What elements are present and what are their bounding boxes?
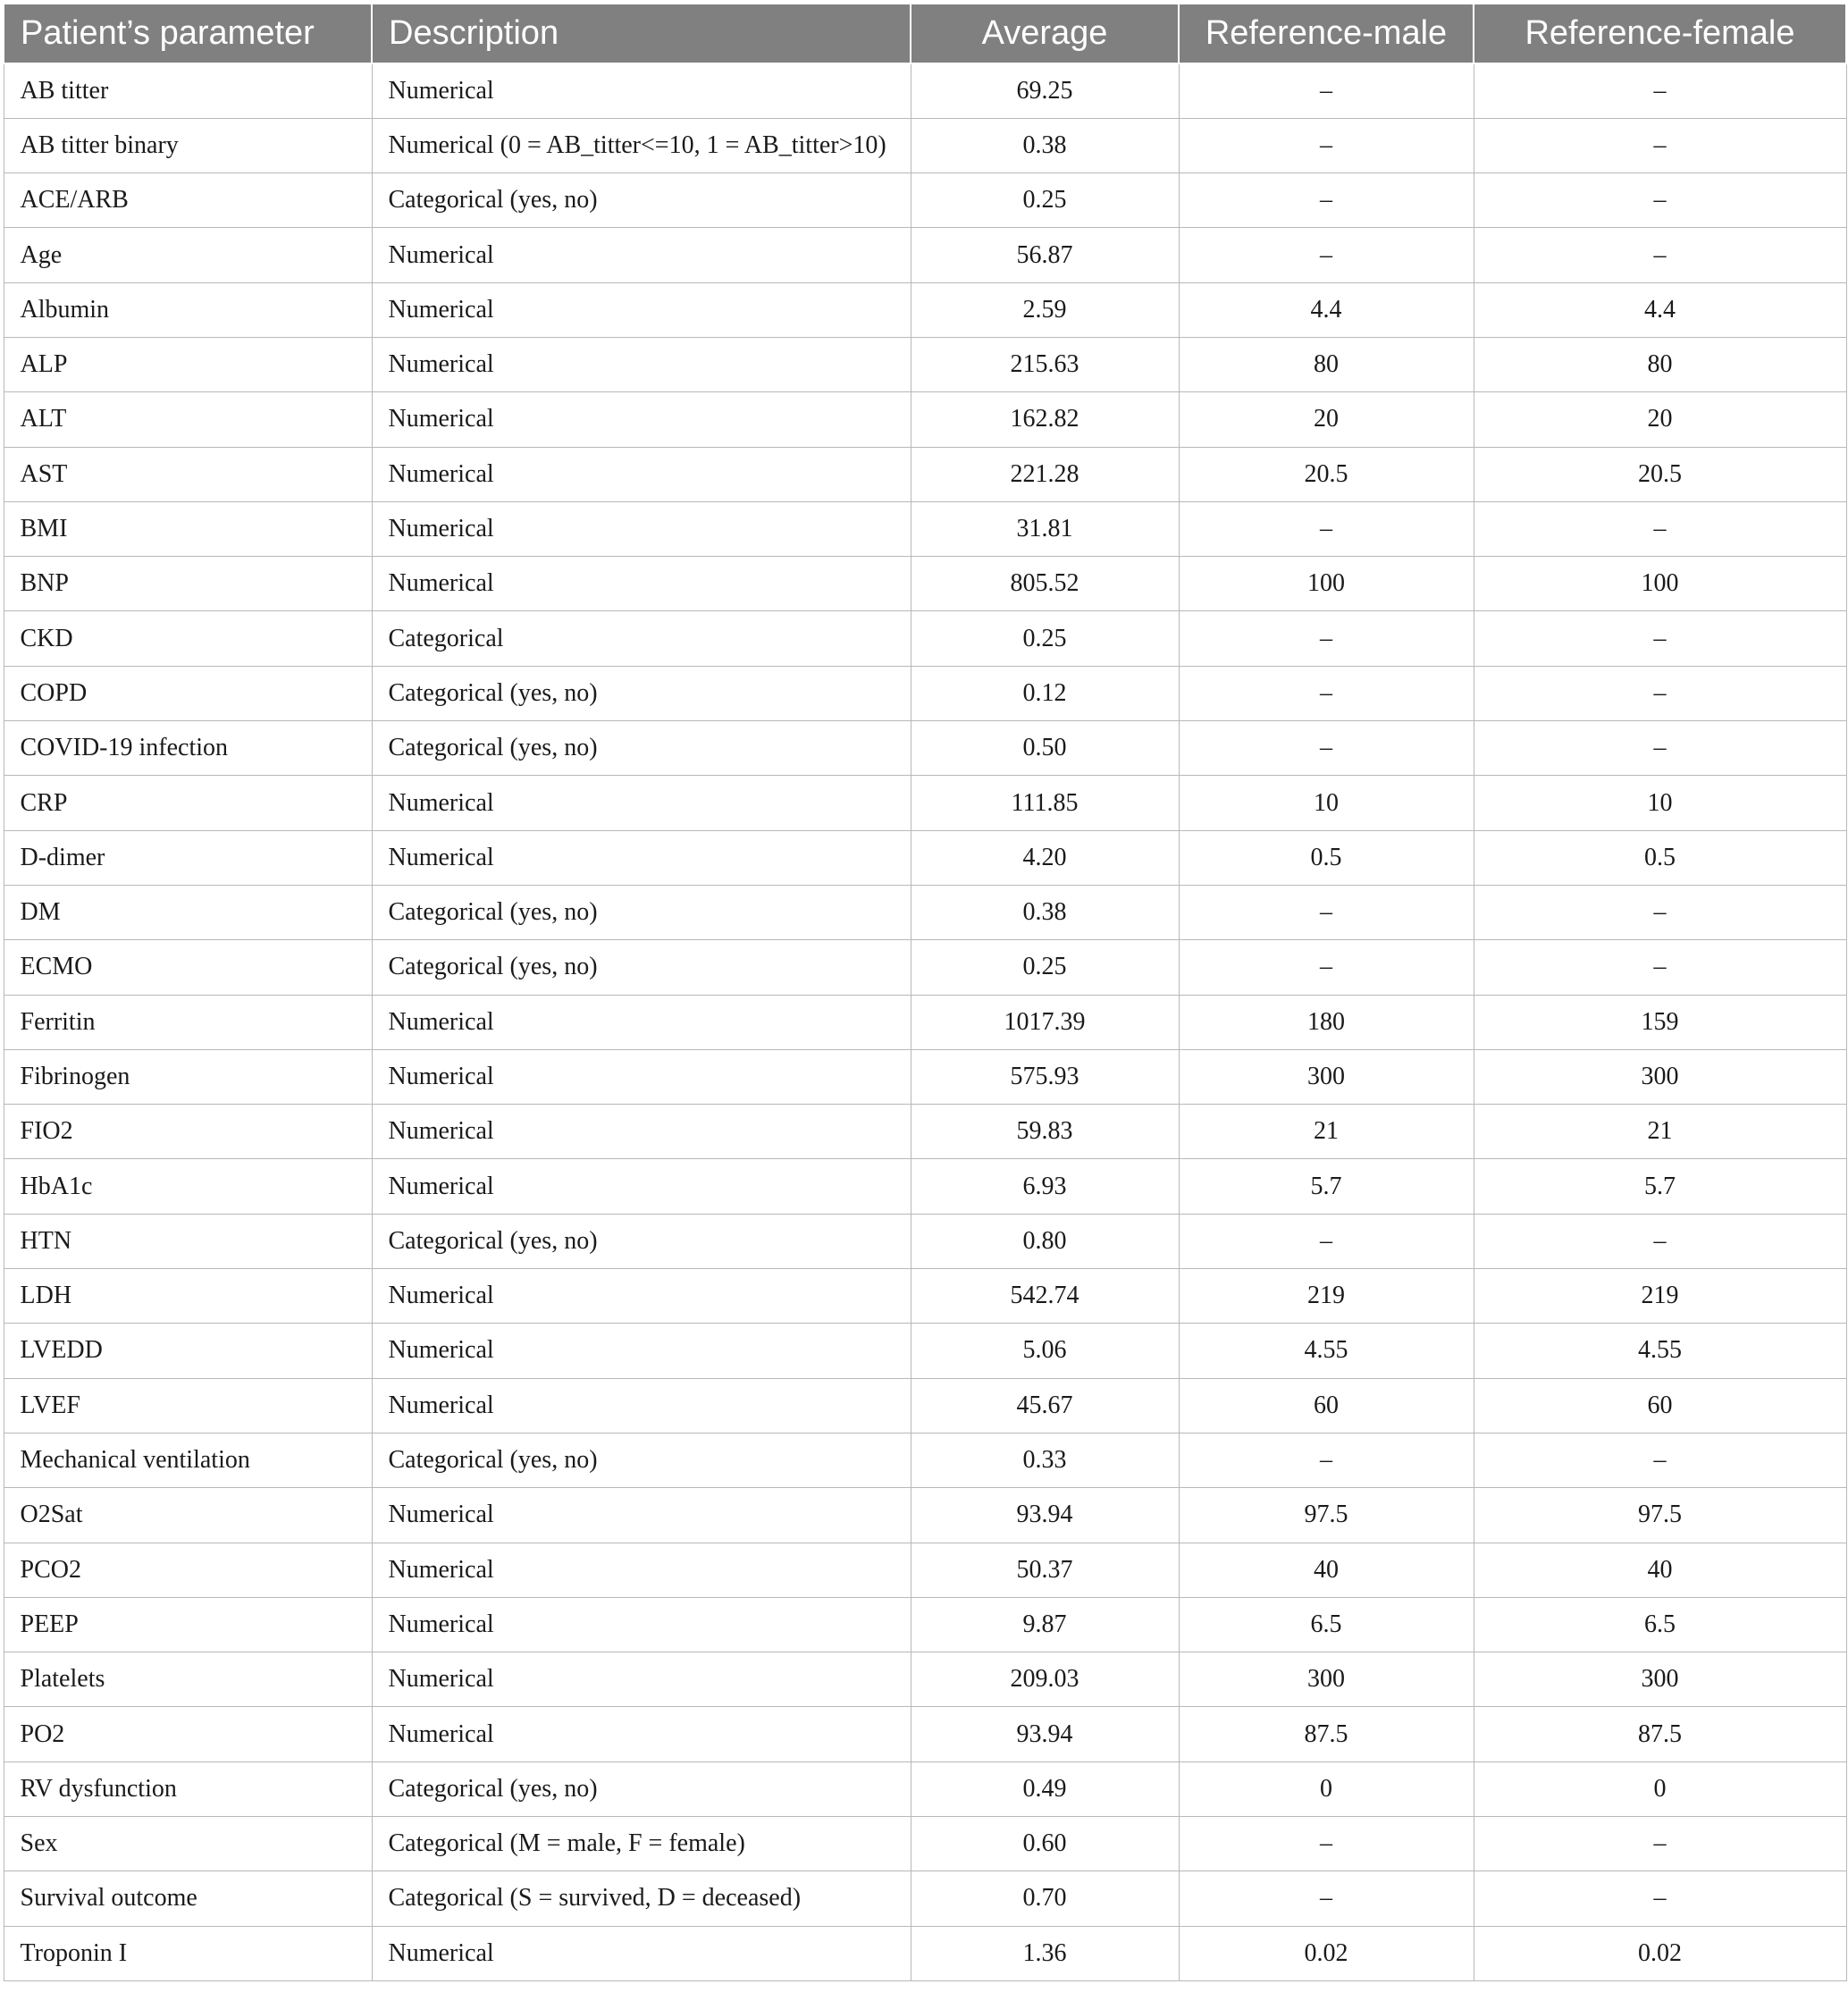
table-header — [4, 4, 1846, 63]
cell-reference-male: 10 — [1179, 776, 1474, 830]
cell-reference-female: – — [1474, 940, 1846, 995]
cell-reference-male: – — [1179, 666, 1474, 720]
cell-description: Numerical — [372, 1652, 911, 1707]
cell-average: 0.12 — [911, 666, 1179, 720]
cell-reference-female: 97.5 — [1474, 1488, 1846, 1543]
cell-average: 0.50 — [911, 721, 1179, 776]
cell-reference-female: 80 — [1474, 337, 1846, 391]
table-row — [4, 940, 1846, 995]
table-row — [4, 1433, 1846, 1487]
cell-reference-female: – — [1474, 1433, 1846, 1487]
table-row — [4, 1159, 1846, 1214]
cell-parameter: HTN — [4, 1214, 372, 1268]
table-row — [4, 118, 1846, 172]
cell-description: Categorical (yes, no) — [372, 885, 911, 939]
table-row — [4, 885, 1846, 939]
cell-average: 209.03 — [911, 1652, 1179, 1707]
cell-description: Categorical (S = survived, D = deceased) — [372, 1871, 911, 1926]
table-row — [4, 228, 1846, 282]
cell-parameter: LVEDD — [4, 1324, 372, 1378]
cell-average: 575.93 — [911, 1049, 1179, 1104]
cell-description: Numerical — [372, 337, 911, 391]
cell-average: 4.20 — [911, 830, 1179, 885]
header-parameter: Patient’s parameter — [4, 4, 372, 63]
cell-reference-male: – — [1179, 173, 1474, 228]
cell-reference-female: 0 — [1474, 1761, 1846, 1816]
cell-reference-male: – — [1179, 885, 1474, 939]
cell-reference-male: 40 — [1179, 1543, 1474, 1597]
cell-parameter: LVEF — [4, 1378, 372, 1433]
cell-description: Categorical (yes, no) — [372, 940, 911, 995]
cell-parameter: ACE/ARB — [4, 173, 372, 228]
cell-description: Numerical — [372, 447, 911, 501]
cell-parameter: Albumin — [4, 282, 372, 337]
cell-parameter: BNP — [4, 557, 372, 611]
cell-description: Numerical — [372, 228, 911, 282]
table-row — [4, 1817, 1846, 1871]
cell-parameter: PCO2 — [4, 1543, 372, 1597]
cell-reference-male: 60 — [1179, 1378, 1474, 1433]
table-row — [4, 1324, 1846, 1378]
cell-reference-male: – — [1179, 1871, 1474, 1926]
cell-reference-female: 5.7 — [1474, 1159, 1846, 1214]
cell-reference-female: 60 — [1474, 1378, 1846, 1433]
cell-parameter: Mechanical ventilation — [4, 1433, 372, 1487]
cell-reference-female: – — [1474, 228, 1846, 282]
cell-reference-female: 10 — [1474, 776, 1846, 830]
cell-reference-female: – — [1474, 63, 1846, 118]
cell-description: Numerical — [372, 830, 911, 885]
cell-reference-female: 0.02 — [1474, 1926, 1846, 1980]
cell-average: 0.60 — [911, 1817, 1179, 1871]
cell-reference-female: 0.5 — [1474, 830, 1846, 885]
cell-reference-female: 159 — [1474, 995, 1846, 1049]
cell-reference-female: 87.5 — [1474, 1707, 1846, 1761]
cell-reference-male: – — [1179, 63, 1474, 118]
cell-parameter: ECMO — [4, 940, 372, 995]
cell-average: 221.28 — [911, 447, 1179, 501]
cell-reference-male: 0 — [1179, 1761, 1474, 1816]
table-row — [4, 1652, 1846, 1707]
table-row — [4, 1543, 1846, 1597]
table-row — [4, 1378, 1846, 1433]
cell-reference-male: 21 — [1179, 1105, 1474, 1159]
cell-average: 0.70 — [911, 1871, 1179, 1926]
cell-description: Categorical (yes, no) — [372, 1433, 911, 1487]
cell-parameter: LDH — [4, 1269, 372, 1324]
cell-parameter: Platelets — [4, 1652, 372, 1707]
cell-reference-male: 20 — [1179, 392, 1474, 447]
cell-parameter: FIO2 — [4, 1105, 372, 1159]
cell-description: Numerical — [372, 1159, 911, 1214]
cell-description: Numerical — [372, 1378, 911, 1433]
cell-description: Numerical — [372, 1324, 911, 1378]
cell-average: 93.94 — [911, 1488, 1179, 1543]
cell-parameter: RV dysfunction — [4, 1761, 372, 1816]
cell-reference-female: – — [1474, 666, 1846, 720]
header-reference-male: Reference-male — [1179, 4, 1474, 63]
parameter-table — [3, 3, 1847, 1981]
cell-reference-female: – — [1474, 721, 1846, 776]
cell-reference-female: – — [1474, 173, 1846, 228]
table-row — [4, 721, 1846, 776]
cell-parameter: Fibrinogen — [4, 1049, 372, 1104]
table-row — [4, 63, 1846, 118]
cell-reference-male: – — [1179, 1214, 1474, 1268]
cell-reference-male: – — [1179, 1817, 1474, 1871]
cell-reference-male: – — [1179, 940, 1474, 995]
cell-reference-female: 40 — [1474, 1543, 1846, 1597]
cell-average: 0.25 — [911, 940, 1179, 995]
cell-reference-female: – — [1474, 885, 1846, 939]
cell-reference-female: 4.55 — [1474, 1324, 1846, 1378]
table-row — [4, 1926, 1846, 1980]
cell-reference-female: 300 — [1474, 1652, 1846, 1707]
cell-average: 59.83 — [911, 1105, 1179, 1159]
cell-description: Numerical — [372, 392, 911, 447]
cell-parameter: Survival outcome — [4, 1871, 372, 1926]
cell-description: Numerical — [372, 1488, 911, 1543]
cell-parameter: PO2 — [4, 1707, 372, 1761]
cell-reference-male: 6.5 — [1179, 1597, 1474, 1652]
cell-parameter: O2Sat — [4, 1488, 372, 1543]
table-row — [4, 1707, 1846, 1761]
table-row — [4, 1761, 1846, 1816]
cell-average: 0.33 — [911, 1433, 1179, 1487]
cell-reference-male: 4.4 — [1179, 282, 1474, 337]
cell-description: Categorical (yes, no) — [372, 1214, 911, 1268]
cell-reference-female: 100 — [1474, 557, 1846, 611]
cell-reference-male: 80 — [1179, 337, 1474, 391]
cell-reference-male: – — [1179, 1433, 1474, 1487]
cell-reference-male: – — [1179, 611, 1474, 666]
cell-description: Numerical — [372, 1049, 911, 1104]
cell-average: 50.37 — [911, 1543, 1179, 1597]
cell-average: 162.82 — [911, 392, 1179, 447]
cell-description: Categorical (yes, no) — [372, 173, 911, 228]
cell-parameter: D-dimer — [4, 830, 372, 885]
cell-average: 45.67 — [911, 1378, 1179, 1433]
table-row — [4, 611, 1846, 666]
cell-reference-male: 180 — [1179, 995, 1474, 1049]
table-row — [4, 557, 1846, 611]
cell-average: 111.85 — [911, 776, 1179, 830]
cell-description: Categorical (yes, no) — [372, 721, 911, 776]
cell-reference-male: 300 — [1179, 1049, 1474, 1104]
cell-average: 1017.39 — [911, 995, 1179, 1049]
cell-reference-female: 4.4 — [1474, 282, 1846, 337]
table-row — [4, 1488, 1846, 1543]
cell-reference-male: – — [1179, 501, 1474, 556]
cell-parameter: DM — [4, 885, 372, 939]
cell-parameter: Sex — [4, 1817, 372, 1871]
header-row — [4, 4, 1846, 63]
cell-reference-male: 87.5 — [1179, 1707, 1474, 1761]
cell-reference-female: – — [1474, 1871, 1846, 1926]
table-row — [4, 1871, 1846, 1926]
table-row — [4, 337, 1846, 391]
table-body — [4, 63, 1846, 1980]
table-row — [4, 1049, 1846, 1104]
cell-parameter: HbA1c — [4, 1159, 372, 1214]
cell-reference-female: 219 — [1474, 1269, 1846, 1324]
cell-reference-male: 4.55 — [1179, 1324, 1474, 1378]
cell-average: 0.25 — [911, 611, 1179, 666]
table-row — [4, 1269, 1846, 1324]
cell-description: Categorical (M = male, F = female) — [372, 1817, 911, 1871]
cell-reference-female: 21 — [1474, 1105, 1846, 1159]
cell-average: 0.38 — [911, 885, 1179, 939]
cell-average: 542.74 — [911, 1269, 1179, 1324]
cell-description: Numerical — [372, 1707, 911, 1761]
cell-average: 5.06 — [911, 1324, 1179, 1378]
table-row — [4, 447, 1846, 501]
parameter-table-container — [3, 3, 1845, 1981]
cell-description: Categorical (yes, no) — [372, 666, 911, 720]
cell-parameter: PEEP — [4, 1597, 372, 1652]
cell-parameter: ALP — [4, 337, 372, 391]
cell-parameter: Ferritin — [4, 995, 372, 1049]
cell-reference-male: 300 — [1179, 1652, 1474, 1707]
cell-description: Numerical — [372, 1105, 911, 1159]
cell-average: 9.87 — [911, 1597, 1179, 1652]
cell-reference-male: 219 — [1179, 1269, 1474, 1324]
cell-reference-female: – — [1474, 118, 1846, 172]
cell-description: Categorical — [372, 611, 911, 666]
table-row — [4, 1105, 1846, 1159]
cell-parameter: CRP — [4, 776, 372, 830]
cell-description: Numerical — [372, 557, 911, 611]
table-row — [4, 282, 1846, 337]
cell-reference-male: 20.5 — [1179, 447, 1474, 501]
table-row — [4, 501, 1846, 556]
table-row — [4, 1597, 1846, 1652]
table-row — [4, 830, 1846, 885]
header-reference-female: Reference-female — [1474, 4, 1846, 63]
cell-reference-female: – — [1474, 611, 1846, 666]
cell-reference-male: 97.5 — [1179, 1488, 1474, 1543]
cell-description: Numerical — [372, 1597, 911, 1652]
cell-reference-male: 5.7 — [1179, 1159, 1474, 1214]
cell-reference-male: 0.5 — [1179, 830, 1474, 885]
cell-average: 2.59 — [911, 282, 1179, 337]
cell-parameter: BMI — [4, 501, 372, 556]
header-description: Description — [372, 4, 911, 63]
cell-reference-male: 100 — [1179, 557, 1474, 611]
cell-description: Numerical — [372, 1926, 911, 1980]
cell-average: 31.81 — [911, 501, 1179, 556]
cell-description: Numerical (0 = AB_titter<=10, 1 = AB_titter>10) — [372, 118, 911, 172]
cell-parameter: AST — [4, 447, 372, 501]
cell-average: 93.94 — [911, 1707, 1179, 1761]
cell-reference-male: – — [1179, 118, 1474, 172]
cell-average: 215.63 — [911, 337, 1179, 391]
cell-average: 6.93 — [911, 1159, 1179, 1214]
cell-parameter: AB titter — [4, 63, 372, 118]
table-row — [4, 776, 1846, 830]
cell-reference-male: – — [1179, 721, 1474, 776]
cell-description: Numerical — [372, 776, 911, 830]
cell-reference-male: – — [1179, 228, 1474, 282]
cell-parameter: AB titter binary — [4, 118, 372, 172]
cell-reference-female: – — [1474, 1817, 1846, 1871]
cell-parameter: COVID-19 infection — [4, 721, 372, 776]
cell-reference-female: 300 — [1474, 1049, 1846, 1104]
cell-description: Categorical (yes, no) — [372, 1761, 911, 1816]
cell-average: 56.87 — [911, 228, 1179, 282]
cell-description: Numerical — [372, 995, 911, 1049]
cell-reference-male: 0.02 — [1179, 1926, 1474, 1980]
cell-average: 0.80 — [911, 1214, 1179, 1268]
cell-reference-female: 6.5 — [1474, 1597, 1846, 1652]
cell-average: 0.38 — [911, 118, 1179, 172]
cell-description: Numerical — [372, 1269, 911, 1324]
table-row — [4, 666, 1846, 720]
cell-description: Numerical — [372, 1543, 911, 1597]
cell-reference-female: – — [1474, 1214, 1846, 1268]
cell-description: Numerical — [372, 63, 911, 118]
cell-description: Numerical — [372, 282, 911, 337]
cell-parameter: CKD — [4, 611, 372, 666]
cell-parameter: ALT — [4, 392, 372, 447]
table-row — [4, 995, 1846, 1049]
cell-reference-female: – — [1474, 501, 1846, 556]
cell-average: 69.25 — [911, 63, 1179, 118]
cell-parameter: Age — [4, 228, 372, 282]
cell-average: 0.49 — [911, 1761, 1179, 1816]
cell-average: 805.52 — [911, 557, 1179, 611]
cell-reference-female: 20 — [1474, 392, 1846, 447]
cell-reference-female: 20.5 — [1474, 447, 1846, 501]
table-row — [4, 173, 1846, 228]
table-row — [4, 1214, 1846, 1268]
cell-description: Numerical — [372, 501, 911, 556]
cell-average: 1.36 — [911, 1926, 1179, 1980]
cell-parameter: COPD — [4, 666, 372, 720]
header-average: Average — [911, 4, 1179, 63]
table-row — [4, 392, 1846, 447]
cell-parameter: Troponin I — [4, 1926, 372, 1980]
cell-average: 0.25 — [911, 173, 1179, 228]
